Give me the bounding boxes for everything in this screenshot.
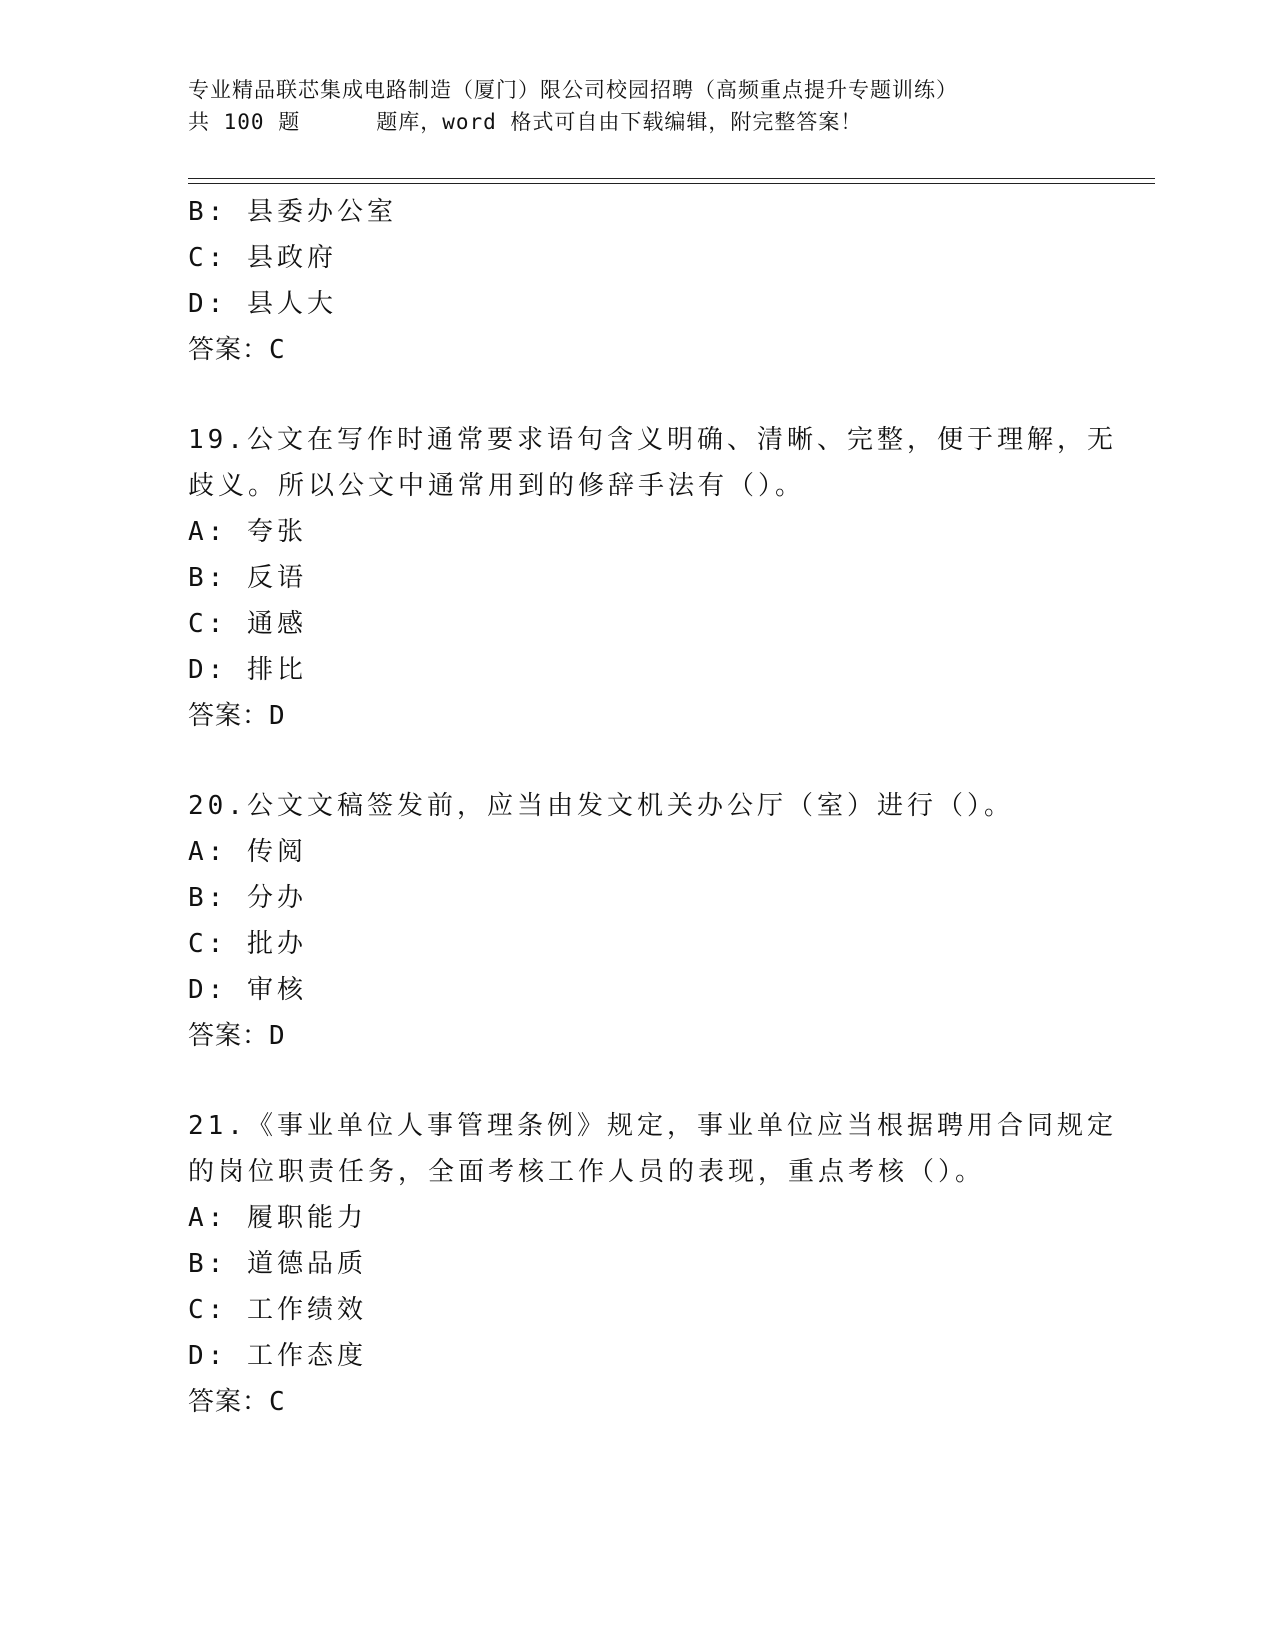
answer-label: 答案： [188, 1021, 270, 1051]
answer-value: D [269, 701, 286, 731]
option-b: B: 反语 [188, 563, 307, 593]
question-19 [188, 417, 1117, 739]
document-header [188, 74, 1088, 138]
question-text: 歧义。所以公文中通常用到的修辞手法有（）。 [188, 471, 806, 501]
answer [188, 1379, 1088, 1425]
option-c: C: 批办 [188, 929, 307, 959]
header-description: 题库，word 格式可自由下载编辑，附完整答案！ [376, 110, 863, 134]
option-d: D: 工作态度 [188, 1341, 367, 1371]
option-d: D: 县人大 [188, 289, 337, 319]
answer-label: 答案： [188, 701, 270, 731]
answer-label: 答案： [188, 335, 270, 365]
option-d: D: 排比 [188, 655, 307, 685]
header-question-count: 共 100 题 [188, 110, 301, 134]
option-a: A: 传阅 [188, 837, 307, 867]
option-d: D: 审核 [188, 975, 307, 1005]
question-text: 21.《事业单位人事管理条例》规定，事业单位应当根据聘用合同规定 [188, 1111, 1117, 1141]
answer-label: 答案： [188, 1387, 270, 1417]
question-21 [188, 1103, 1117, 1425]
option-a: A: 履职能力 [188, 1203, 367, 1233]
option-b: B: 道德品质 [188, 1249, 367, 1279]
option-c: C: 工作绩效 [188, 1295, 367, 1325]
answer-value: C [269, 335, 286, 365]
question-text: 的岗位职责任务，全面考核工作人员的表现，重点考核（）。 [188, 1157, 986, 1187]
question-text: 20.公文文稿签发前，应当由发文机关办公厅（室）进行（）。 [188, 791, 1014, 821]
answer [188, 693, 1088, 739]
option-b: B: 分办 [188, 883, 307, 913]
option-a: A: 夸张 [188, 517, 307, 547]
answer-value: D [269, 1021, 286, 1051]
answer [188, 327, 1088, 373]
question-text: 19.公文在写作时通常要求语句含义明确、清晰、完整，便于理解，无 [188, 425, 1117, 455]
header-subtitle [188, 106, 1088, 138]
header-divider-bottom [188, 183, 1155, 184]
question-18-tail [188, 189, 1088, 373]
answer [188, 1013, 1088, 1059]
option-c: C: 县政府 [188, 243, 337, 273]
option-b: B: 县委办公室 [188, 197, 397, 227]
header-divider-top [188, 178, 1155, 179]
header-title: 专业精品联芯集成电路制造（厦门）限公司校园招聘（高频重点提升专题训练） [188, 78, 958, 102]
question-20 [188, 783, 1088, 1059]
option-c: C: 通感 [188, 609, 307, 639]
answer-value: C [269, 1387, 286, 1417]
question-list [188, 189, 1117, 1425]
